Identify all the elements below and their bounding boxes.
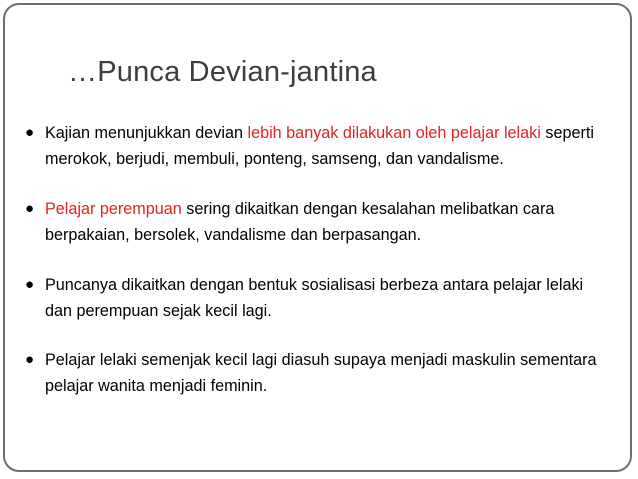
bullet-text [45, 272, 610, 324]
bullet-item [25, 272, 610, 324]
bullet-text [45, 347, 610, 399]
bullet-text-plain: sering dikaitkan dengan kesalahan melibatkan cara berpakaian, bersolek, vandalisme dan berpasangan. [45, 200, 555, 244]
slide-title: …Punca Devian-jantina [68, 56, 377, 88]
bullet-text-plain: Puncanya dikaitkan dengan bentuk sosialisasi berbeza antara pelajar lelaki dan perempuan sejak kecil lagi. [45, 276, 584, 320]
bullet-item [25, 196, 610, 248]
bullet-dot-icon: ● [25, 124, 35, 141]
bullet-dot-icon: ● [25, 200, 35, 217]
bullet-text-highlight: Pelajar perempuan [45, 200, 182, 218]
bullet-text [45, 120, 610, 172]
bullet-dot-icon: ● [25, 351, 35, 368]
bullet-dot-icon: ● [25, 276, 35, 293]
bullet-text [45, 196, 610, 248]
bullet-text-highlight: lebih banyak dilakukan oleh pelajar lelaki [247, 124, 541, 142]
bullet-item [25, 120, 610, 172]
bullet-text-plain: Pelajar lelaki semenjak kecil lagi diasuh supaya menjadi maskulin sementara pelajar wanita menjadi feminin. [45, 351, 597, 395]
bullet-text-plain: seperti merokok, berjudi, membuli, ponteng, samseng, dan vandalisme. [45, 124, 594, 168]
bullet-text-plain: Kajian menunjukkan devian [45, 124, 248, 142]
bullet-item [25, 347, 610, 399]
